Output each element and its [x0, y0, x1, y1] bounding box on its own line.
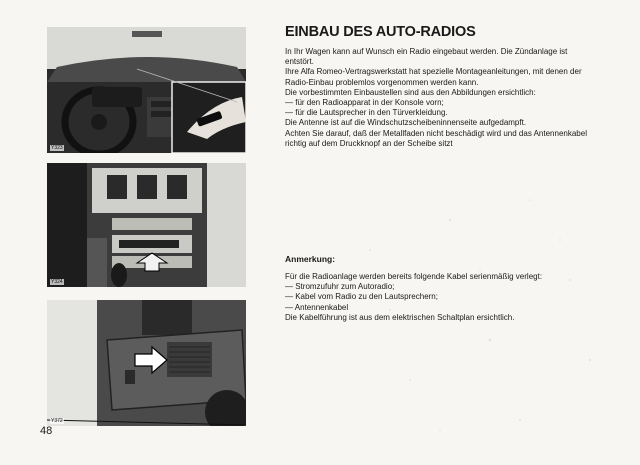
list-item: — für den Radioapparat in der Konsole vorn; — [285, 98, 444, 108]
page-number: 48 — [40, 425, 53, 437]
list-item: — Kabel vom Radio zu den Lautsprechern; — [285, 292, 438, 302]
intro-paragraph — [285, 47, 607, 149]
console-photo — [47, 163, 246, 287]
photo-code: Y324 — [51, 279, 63, 285]
dashboard-illustration — [47, 27, 246, 153]
door-panel-photo — [47, 300, 246, 426]
list-item: — Antennenkabel — [285, 302, 349, 312]
text-line: Ihre Alfa Romeo-Vertragswerkstatt hat spezielle Montageanleitungen, mit denen der — [285, 67, 582, 77]
list-item: — für die Lautsprecher in den Türverkleidung. — [285, 108, 448, 118]
photo-code: Y372 — [51, 418, 63, 424]
text-line: Die vorbestimmten Einbaustellen sind aus den Abbildungen ersichtlich: — [285, 87, 536, 97]
text-line: Die Kabelführung ist aus dem elektrischen Schaltplan ersichtlich. — [285, 312, 515, 322]
text-line: richtig auf dem Druckknopf an der Scheibe sitzt — [285, 138, 453, 148]
text-line: In Ihr Wagen kann auf Wunsch ein Radio eingebaut werden. Die Zündanlage ist — [285, 47, 568, 56]
note-heading: Anmerkung: — [285, 254, 336, 264]
text-line: Die Antenne ist auf die Windschutzscheibeninnenseite aufgedampft. — [285, 118, 527, 128]
text-line: entstört. — [285, 57, 314, 67]
list-item: — Stromzufuhr zum Autoradio; — [285, 282, 395, 292]
text-line: Achten Sie darauf, daß der Metallfaden nicht beschädigt wird und das Antennenkabel — [285, 128, 587, 138]
text-line: Radio-Einbau problemlos vorgenommen werden kann. — [285, 77, 479, 87]
console-illustration — [47, 163, 246, 287]
dashboard-photo — [47, 27, 246, 153]
section-title: EINBAU DES AUTO-RADIOS — [285, 24, 476, 40]
text-line: Für die Radioanlage werden bereits folgende Kabel serienmäßig verlegt: — [285, 272, 543, 281]
door-panel-illustration — [47, 300, 246, 426]
note-paragraph — [285, 272, 607, 323]
photo-code: Y323 — [51, 145, 63, 151]
